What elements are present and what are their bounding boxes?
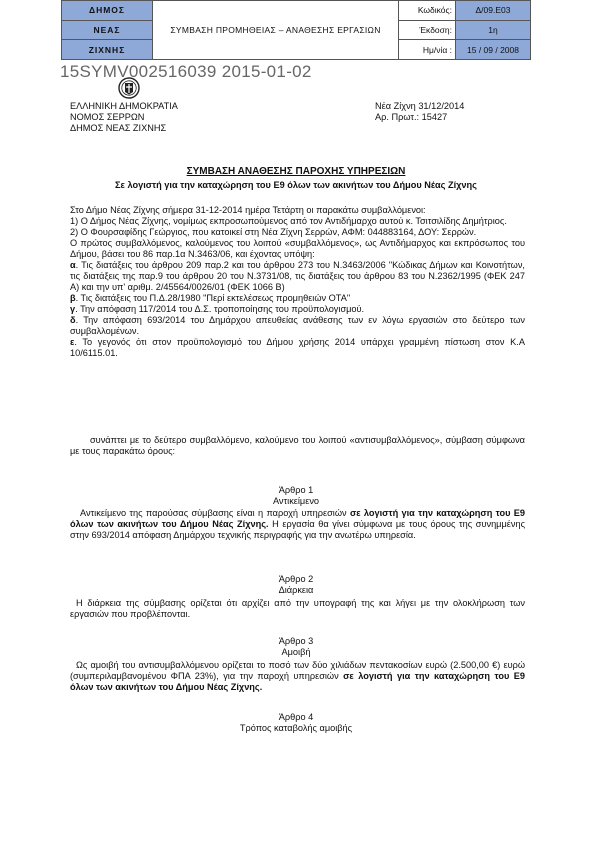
article-title: Τρόπος καταβολής αμοιβής xyxy=(239,723,353,733)
preamble xyxy=(70,205,525,359)
code-label: Κωδικός: xyxy=(399,1,456,21)
article-text: Ως αμοιβή του αντισυμβαλλόμενου ορίζεται το ποσό των δύο χιλιάδων πεντακοσίων ευρώ (2.500,00 €) ευρώ (συμπεριλαμβανομένου ΦΠΑ 23%), για την παροχή υπηρεσιών xyxy=(70,660,525,681)
article-1-body xyxy=(70,508,525,541)
header-title: ΣΥΜΒΑΣΗ ΠΡΟΜΗΘΕΙΑΣ – ΑΝΑΘΕΣΗΣ ΕΡΓΑΣΙΩΝ xyxy=(153,1,399,60)
basis-text: . Το γεγονός ότι στον προϋπολογισμό του Δήμου χρήσης 2014 υπάρχει γραμμένη πίστωση στον Κ.Α 10/6115.01. xyxy=(70,337,525,358)
article-1-heading xyxy=(61,485,531,507)
sender-line: ΝΟΜΟΣ ΣΕΡΡΩΝ xyxy=(70,112,145,122)
greek-emblem-icon xyxy=(118,77,140,99)
protocol-number: Αρ. Πρωτ.: 15427 xyxy=(375,112,448,122)
basis-mark: β xyxy=(70,293,76,303)
basis-item xyxy=(70,293,525,304)
date-label: Ημ/νία : xyxy=(399,40,456,60)
basis-item xyxy=(70,260,525,293)
article-bold-text: σε λογιστή για την καταχώρηση του Ε9 όλων των ακινήτων του Δήμου Νέας Ζίχνης. xyxy=(70,508,525,529)
article-number: Άρθρο 1 xyxy=(278,485,314,495)
party-2: 2) Ο Φουρσαφίδης Γεώργιος, που κατοικεί στη Νέα Ζίχνη Σερρών, ΑΦΜ: 044883164, ΔΟΥ: Σερρών. xyxy=(70,227,477,237)
org-line-1: ΔΗΜΟΣ xyxy=(62,1,153,21)
org-line-3: ΖΙΧΝΗΣ xyxy=(62,40,153,60)
basis-mark: ε xyxy=(70,337,75,347)
edition-label: Έκδοση: xyxy=(399,20,456,40)
code-value: Δ/09.Ε03 xyxy=(456,1,531,21)
basis-text: . Τις διατάξεις του Π.Δ.28/1980 "Περί εκτελέσεως προμηθειών ΟΤΑ" xyxy=(75,293,351,303)
article-title: Διάρκεια xyxy=(278,585,314,595)
document-subtitle: Σε λογιστή για την καταχώρηση του Ε9 όλων των ακινήτων του Δήμου Νέας Ζίχνης xyxy=(115,180,477,190)
edition-value: 1η xyxy=(456,20,531,40)
first-party-text: Ο πρώτος συμβαλλόμενος, καλούμενος του λοιπού «συμβαλλόμενος», ως Αντιδήμαρχος και εκπρόσωπος του Δήμου, βάσει του 86 παρ.1α Ν.3463/06, και έχοντας υπόψη: xyxy=(70,238,525,259)
article-3-heading xyxy=(61,636,531,658)
article-text: Αντικείμενο της παρούσας σύμβασης είναι η παροχή υπηρεσιών xyxy=(80,508,350,518)
article-title: Αντικείμενο xyxy=(272,496,320,506)
sender-line: ΕΛΛΗΝΙΚΗ ΔΗΜΟΚΡΑΤΙΑ xyxy=(70,101,178,111)
basis-mark: γ xyxy=(70,304,76,314)
article-number: Άρθρο 2 xyxy=(278,574,314,584)
party-1: 1) Ο Δήμος Νέας Ζίχνης, νομίμως εκπροσωπούμενος από τον Αντιδήμαρχο αυτού κ. Τσιτσιλίδης Δημήτριος. xyxy=(70,216,507,226)
article-3-body xyxy=(70,660,525,693)
article-2-heading xyxy=(61,574,531,596)
article-bold-text: σε λογιστή για την καταχώρηση του Ε9 όλων των ακινήτων του Δήμου Νέας Ζίχνης. xyxy=(70,671,525,692)
document-title: ΣΥΜΒΑΣΗ ΑΝΑΘΕΣΗΣ ΠΑΡΟΧΗΣ ΥΠΗΡΕΣΙΩΝ xyxy=(186,166,406,177)
basis-mark: α xyxy=(70,260,76,270)
basis-text: . Την απόφαση 117/2014 του Δ.Σ. τροποποίησης του προϋπολογισμού. xyxy=(75,304,365,314)
article-title: Αμοιβή xyxy=(281,647,311,657)
intro-text: Στο Δήμο Νέας Ζίχνης σήμερα 31-12-2014 ημέρα Τετάρτη οι παρακάτω συμβαλλόμενοι: xyxy=(70,205,426,215)
article-4-heading xyxy=(61,712,531,734)
agreement-text: συνάπτει με το δεύτερο συμβαλλόμενο, καλούμενο του λοιπού «αντισυμβαλλόμενος», σύμβαση σύμφωνα με τους παρακάτω όρους: xyxy=(70,435,525,456)
date-block xyxy=(375,101,464,123)
basis-item xyxy=(70,304,525,315)
document-header-table xyxy=(61,0,531,60)
basis-text: . Την απόφαση 693/2014 του Δημάρχου απευθείας ανάθεσης των εν λόγω εργασιών στο δεύτερο των συμβαλλομένων. xyxy=(70,315,525,336)
ada-stamp: 15SYMV002516039 2015-01-02 xyxy=(60,62,312,81)
article-number: Άρθρο 4 xyxy=(278,712,314,722)
sender-block xyxy=(70,101,178,134)
article-text: Η εργασία θα γίνει σύμφωνα με τους όρους της συνημμένης στην 693/2014 απόφαση Δημάρχου τεχνικής περιγραφής για την ανωτέρω υπηρεσία. xyxy=(70,519,525,540)
article-number: Άρθρο 3 xyxy=(278,636,314,646)
date-value: 15 / 09 / 2008 xyxy=(456,40,531,60)
sender-line: ΔΗΜΟΣ ΝΕΑΣ ΖΙΧΝΗΣ xyxy=(70,123,167,133)
org-line-2: ΝΕΑΣ xyxy=(62,20,153,40)
article-2-body: Η διάρκεια της σύμβασης ορίζεται ότι αρχίζει από την υπογραφή της και λήγει με την ολοκλήρωση των εργασιών που προβλέπονται. xyxy=(70,598,525,619)
basis-text: . Τις διατάξεις του άρθρου 209 παρ.2 και του άρθρου 273 του Ν.3463/2006 "Κώδικας Δήμων και Κοινοτήτων, τις διατάξεις της παρ.9 του άρθρου 20 του Ν.3731/08, τις διατάξεις του άρθρου 83 του Ν.2362/1995 (ΦΕΚ 247 Α) και την υπ' αριθμ. 2/45564/0026/01 (ΦΕΚ 1066 Β) xyxy=(70,260,525,292)
place-date: Νέα Ζίχνη 31/12/2014 xyxy=(375,101,465,111)
basis-item xyxy=(70,315,525,337)
basis-item xyxy=(70,337,525,359)
basis-mark: δ xyxy=(70,315,76,325)
